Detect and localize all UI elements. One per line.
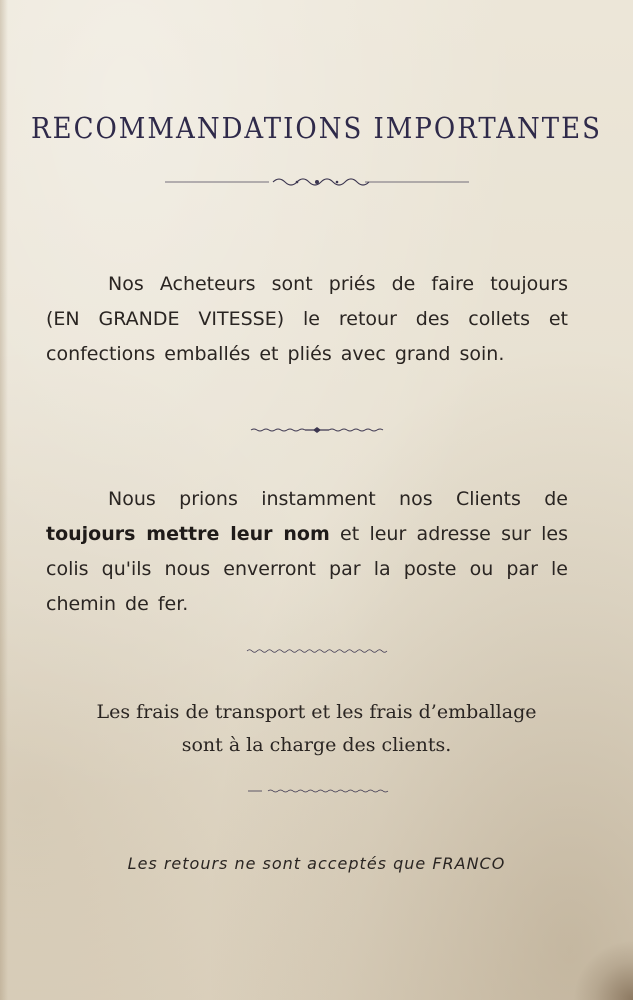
paragraph-return-instructions [46,267,568,372]
paragraph-name-text-end: et leur adresse sur les colis qu'ils nous enverront par la poste ou par le chemin de fer. [46,523,568,615]
paragraph-name-text-start: Nous prions instamment nos Clients de [108,488,568,510]
title-ornament-divider [0,172,633,192]
transport-costs-line-1: Les frais de transport et les frais d’emballage [96,701,537,723]
paragraph-name-bold-emphasis: toujours mettre leur nom [46,523,330,545]
paper-edge-shading [0,0,8,1000]
section-divider-3 [0,781,633,801]
section-divider-2 [0,641,633,661]
transport-costs-line-2: sont à la charge des clients. [181,734,452,756]
paragraph-name-address-request [46,482,568,622]
paragraph-transport-costs [0,696,633,762]
returns-footer-note: Les retours ne sont acceptés que FRANCO [127,854,506,873]
paper-corner-stain [573,940,633,1000]
section-divider-1 [0,420,633,440]
paragraph-return-text: Nos Acheteurs sont priés de faire toujours (EN GRANDE VITESSE) le retour des collets et confections emballés et pliés avec grand soin. [46,273,568,365]
page-title: RECOMMANDATIONS IMPORTANTES [31,112,602,146]
